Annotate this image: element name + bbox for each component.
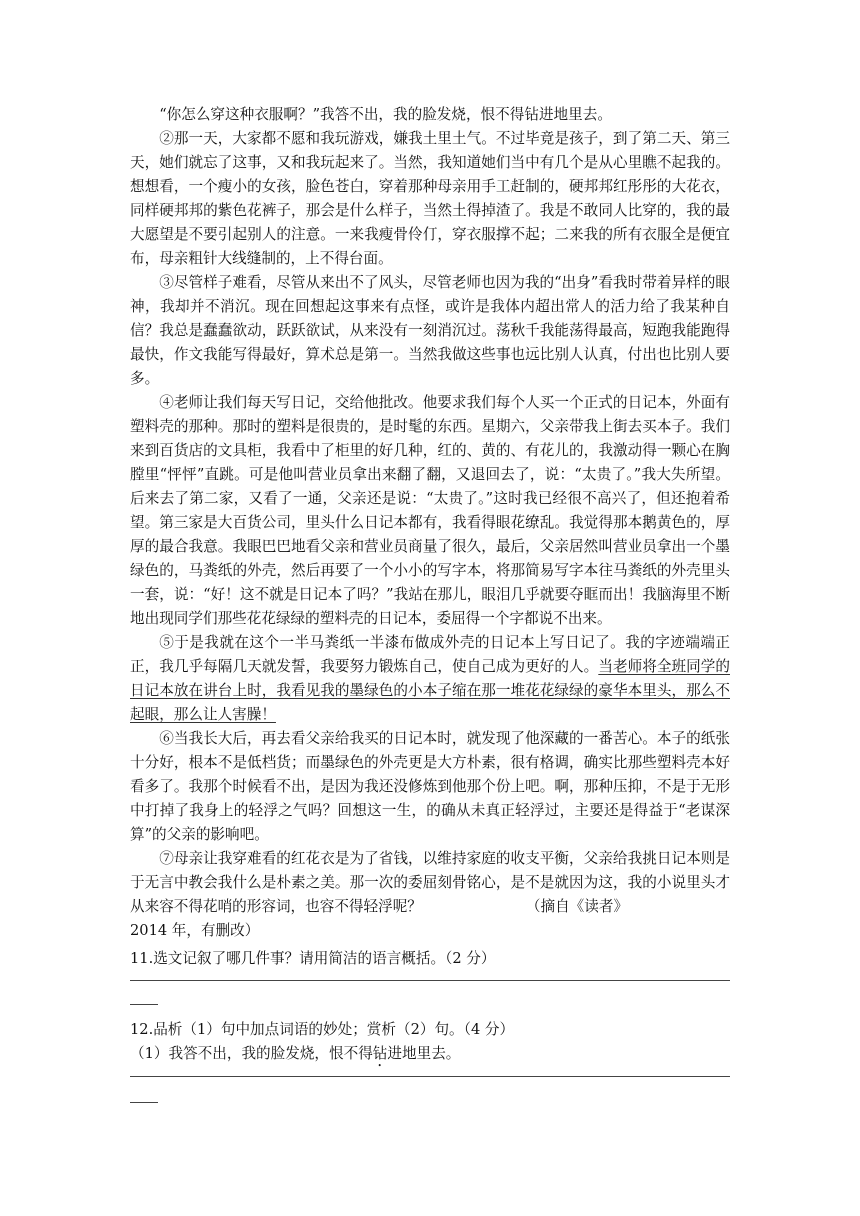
passage-paragraph-7 <box>130 847 730 919</box>
question-12-sub1 <box>130 1042 730 1070</box>
passage-paragraph-opening: “你怎么穿这种衣服啊？”我答不出，我的脸发烧，恨不得钻进地里去。 <box>159 106 612 123</box>
paragraph-7-text: ⑦母亲让我穿难看的红花衣是为了省钱，以维持家庭的收支平衡，父亲给我挑日记本则是于无言中教会我什么是朴素之美。那一次的委屈刻骨铭心，是不是就因为这，我的小说里头才从来容不得花哨的形容词，也容不得轻浮呢？ <box>130 850 730 915</box>
underlined-sentence-2: 当老师将全班同学的日记本放在讲台上时，我看见我的墨绿色的小本子缩在那一堆花花绿绿的豪华本里头，那么不起眼，那么让人害臊！ <box>130 658 730 723</box>
source-citation-b: 2014 年，有删改） <box>130 922 260 939</box>
source-citation-a: （摘自《读者》 <box>525 898 629 915</box>
passage-paragraph-5 <box>130 631 730 727</box>
passage-paragraph-6: ⑥当我长大后，再去看父亲给我买的日记本时，就发现了他深藏的一番苦心。本子的纸张十分好，根本不是低档货；而墨绿色的外壳更是大方朴素，很有格调，确实比那些塑料壳本好看多了。我那个时候看不出，是因为我还没修炼到他那个份上吧。啊，那种压抑，不是于无形中打掉了我身上的轻浮之气吗？回想这一生，的确从未真正轻浮过，主要还是得益于“老谋深算”的父亲的影响吧。 <box>130 730 730 843</box>
question-11: 11.选文记叙了哪几件事？请用简洁的语言概括。（2 分） <box>130 950 496 967</box>
paragraph-5-text: ⑤于是我就在这个一半马粪纸一半漆布做成外壳的日记本上写日记了。我的字迹端端正正，我几乎每隔几天就发誓，我要努力锻炼自己，使自己成为更好的人。 <box>130 634 730 675</box>
answer-line-q12-end[interactable] <box>130 1102 158 1103</box>
dotted-word: 钻 <box>372 1045 388 1062</box>
answer-line-q12[interactable] <box>130 1076 730 1077</box>
passage-paragraph-4: ④老师让我们每天写日记，交给他批改。他要求我们每个人买一个正式的日记本，外面有塑料壳的那种。那时的塑料是很贵的，是时髦的东西。星期六，父亲带我上街去买本子。我们来到百货店的文具柜，我看中了柜里的好几种，红的、黄的、有花儿的，我激动得一颗心在胸膛里“怦怦”直跳。可是他叫营业员拿出来翻了翻，又退回去了，说：“太贵了。”我大失所望。后来去了第二家，又看了一通，父亲还是说：“太贵了。”这时我已经很不高兴了，但还抱着希望。第三家是大百货公司，里头什么日记本都有，我看得眼花缭乱。我觉得那本鹅黄色的，厚厚的最合我意。我眼巴巴地看父亲和营业员商量了很久，最后，父亲居然叫营业员拿出一个墨绿色的，马粪纸的外壳，然后再要了一个小小的写字本，将那简易写字本往马粪纸的外壳里头一套，说：“好！这不就是日记本了吗？”我站在那儿，眼泪几乎就要夺眶而出！我脑海里不断地出现同学们那些花花绿绿的塑料壳的日记本，委屈得一个字都说不出来。 <box>130 394 730 627</box>
question-12: 12.品析（1）句中加点词语的妙处；赏析（2）句。（4 分） <box>130 1021 515 1038</box>
sub1-text-before: （1）我答不出，我的脸发烧，恨不得 <box>130 1045 373 1062</box>
passage-paragraph-3: ③尽管样子难看，尽管从来出不了风头，尽管老师也因为我的“出身”看我时带着异样的眼神，我却并不消沉。现在回想起这事来有点怪，或许是我体内超出常人的活力给了我某种自信？我总是蠢蠢欲动，跃跃欲试，从来没有一刻消沉过。荡秋千我能荡得最高，短跑我能跑得最快，作文我能写得最好，算术总是第一。当然我做这些事也远比别人认真，付出也比别人要多。 <box>130 274 730 387</box>
reading-passage <box>130 103 730 971</box>
answer-line-q11[interactable] <box>130 980 730 981</box>
passage-paragraph-2: ②那一天，大家都不愿和我玩游戏，嫌我土里土气。不过毕竟是孩子，到了第二天、第三天，她们就忘了这事，又和我玩起来了。当然，我知道她们当中有几个是从心里瞧不起我的。想想看，一个瘦小的女孩，脸色苍白，穿着那种母亲用手工赶制的，硬邦邦红彤彤的大花衣，同样硬邦邦的紫色花裤子，那会是什么样子，当然土得掉渣了。我是不敢同人比穿的，我的最大愿望是不要引起别人的注意。一来我瘦骨伶仃，穿衣服撑不起；二来我的所有衣服全是便宜布，母亲粗针大线缝制的，上不得台面。 <box>130 130 730 267</box>
sub1-text-after: 进地里去。 <box>387 1045 461 1062</box>
answer-line-q11-end[interactable] <box>130 1004 158 1005</box>
question-12-block <box>130 1018 730 1070</box>
